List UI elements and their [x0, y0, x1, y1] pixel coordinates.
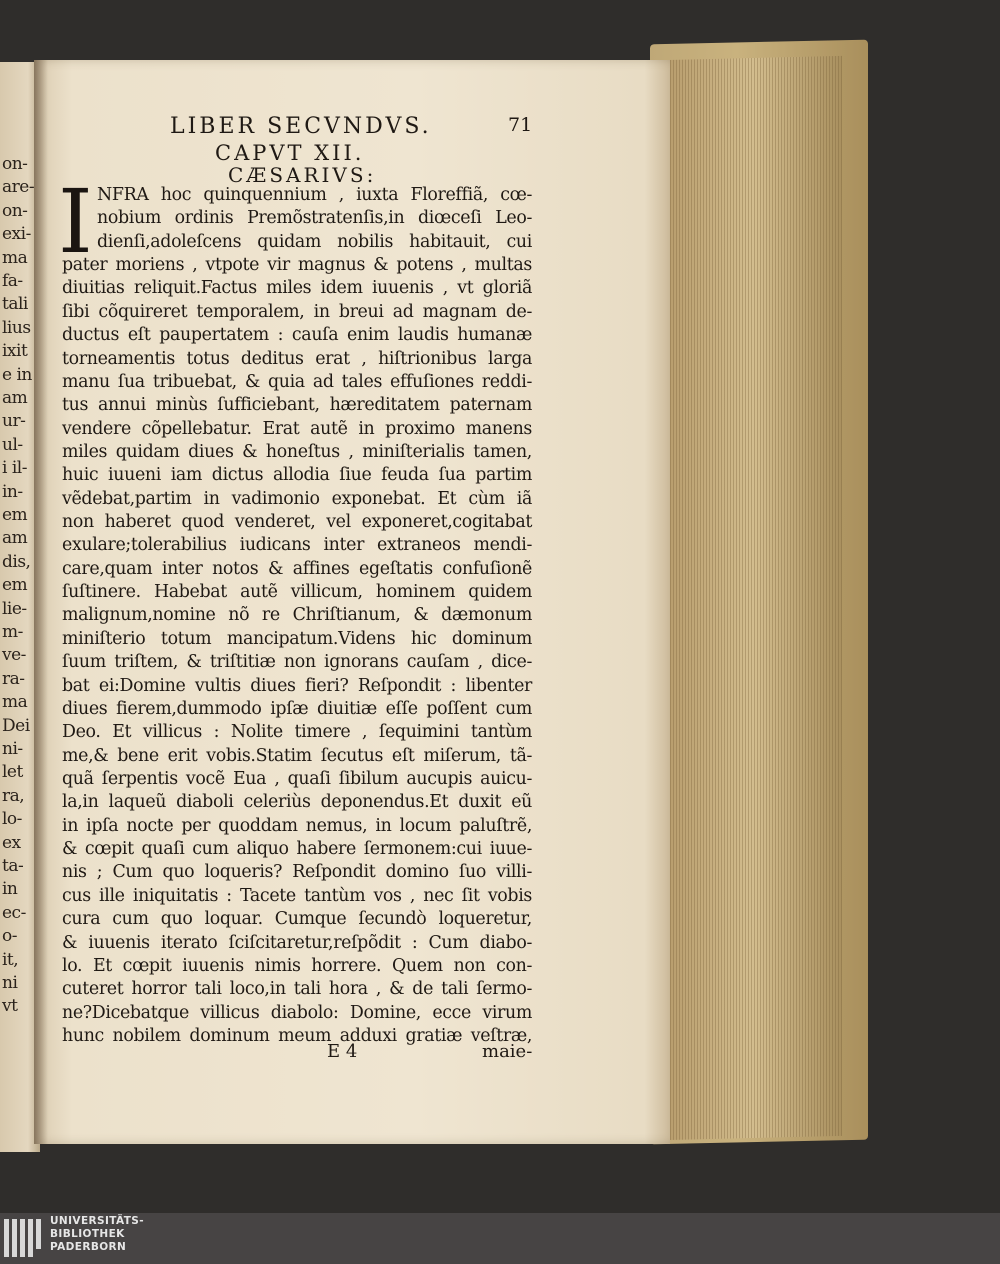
gutter-shadow [34, 60, 48, 1144]
text-line: malignum,nomine nõ re Chriſtianum, & dæmonum [62, 605, 532, 626]
left-page-fragment: ni [2, 973, 18, 993]
running-head: LIBER SECVNDVS. [170, 114, 432, 139]
left-page-fragment: let [2, 762, 23, 783]
text-line: cura cum quo loquar. Cumque ſecundò loqueretur, [62, 909, 532, 930]
text-line: bat ei:Domine vultis diues fieri? Reſpondit : libenter [62, 675, 532, 696]
text-line: nobium ordinis Premõstratenſis,in diœceſi Leo- [97, 208, 532, 229]
left-page-fragment: fa- [2, 271, 23, 291]
drop-cap: I [58, 170, 93, 273]
left-page-fragment: ma [2, 692, 28, 713]
left-page-fragment: ni- [2, 739, 23, 759]
library-name-line-3: PADERBORN [50, 1241, 127, 1253]
text-line: diues fierem,dummodo ipſæ diuitiæ eſſe poſſent cum [62, 698, 532, 719]
text-line: NFRA hoc quinquennium , iuxta Floreffiã, cœ- [97, 185, 532, 205]
text-line: diuitias reliquit.Factus miles idem iuuenis , vt gloriã [62, 278, 532, 299]
chapter-heading: CAPVT XII. [215, 141, 365, 165]
text-line: dienſi,adoleſcens quidam nobilis habitauit, cui [97, 231, 532, 252]
left-page-fragment: i il- [2, 458, 27, 479]
text-line: ductus eſt paupertatem : cauſa enim laudis humanæ [62, 325, 532, 346]
text-line: lo. Et cœpit iuuenis nimis horrere. Quem non con- [62, 955, 532, 976]
left-page-fragment: m- [2, 622, 23, 642]
left-page-fragment: in- [2, 481, 23, 502]
body-text [62, 184, 532, 1048]
left-page-fragment: ve- [2, 645, 26, 666]
page-fore-edge [664, 56, 842, 1140]
left-page-fragment: lius [2, 317, 31, 338]
text-line: & iuuenis iterato ſciſcitaretur,reſpõdit : Cum diabo- [62, 932, 532, 953]
text-line: la,in laqueũ diaboli celeriùs deponendus.Et duxit eũ [62, 792, 532, 813]
text-line: huic iuueni iam dictus allodia ſiue feuda ſua partim [62, 465, 532, 486]
left-page-fragment: dis, [2, 551, 31, 572]
text-line: manu ſua tribuebat, & quia ad tales effuſiones reddi- [62, 371, 532, 392]
library-name-line-1: UNIVERSITÄTS- [50, 1215, 145, 1227]
text-line: exulare;tolerabilius iudicans inter extraneos mendi- [62, 535, 532, 556]
text-line: miniſterio totum mancipatum.Videns hic dominum [62, 628, 532, 649]
left-page-fragment: lo- [2, 809, 22, 830]
text-line: non haberet quod venderet, vel exponeret,cogitabat [62, 512, 532, 533]
text-line: ſibi cõquireret temporalem, in breui ad magnam de- [62, 301, 532, 322]
left-page-fragment: on- [2, 154, 28, 174]
left-page-fragment: am [2, 528, 28, 549]
left-page-fragment: e in [2, 364, 32, 385]
signature-mark: E 4 [327, 1041, 358, 1062]
author-heading: CÆSARIVS: [228, 163, 377, 187]
library-logo-icon [4, 1219, 44, 1257]
left-page-fragment: em [2, 505, 28, 525]
left-page-fragment: lie- [2, 598, 27, 619]
left-page-fragment: ul- [2, 434, 23, 455]
left-page-fragment: ec- [2, 902, 26, 923]
text-line: torneamentis totus deditus erat , hiſtrionibus larga [62, 348, 532, 369]
left-page-fragment: on- [2, 200, 28, 221]
left-page-fragment: Dei [2, 715, 30, 736]
text-line: ſuum triſtem, & triſtitiæ non ignorans cauſam , dice- [62, 652, 532, 673]
left-page-fragment: are- [2, 177, 35, 198]
library-name-line-2: BIBLIOTHEK [50, 1228, 125, 1240]
catchword: maie- [482, 1041, 533, 1062]
text-line: quã ſerpentis vocẽ Eua , quaſi ſibilum aucupis auicu- [62, 768, 532, 789]
text-line: care,quam inter notos & affines egeſtatis confuſionẽ [62, 558, 532, 579]
text-line: in ipſa nocte per quoddam nemus, in locum paluſtrẽ, [62, 815, 532, 836]
left-page-fragment: ra- [2, 668, 25, 689]
library-name [50, 1215, 144, 1254]
text-line: cuteret horror tali loco,in tali hora , & de tali ſermo- [62, 979, 532, 1000]
text-line: miles quidam diues & honeſtus , miniſterialis tamen, [62, 441, 532, 462]
text-line: pater moriens , vtpote vir magnus & potens , multas [62, 255, 532, 276]
left-page-fragment: am [2, 388, 28, 408]
left-page-fragment: ur- [2, 411, 26, 432]
left-page-fragment: tali [2, 294, 28, 315]
library-footer [0, 1213, 1000, 1264]
text-line: cus ille iniquitatis : Tacete tantùm vos , nec ſit vobis [62, 885, 532, 906]
text-line: vẽdebat,partim in vadimonio exponebat. Et cùm iã [62, 488, 532, 509]
left-page-fragment: in [2, 879, 18, 900]
text-line: tus annui minùs ſufficiebant, hæreditatem paternam [62, 395, 532, 416]
text-line: vendere cõpellebatur. Erat autẽ in proximo manens [62, 418, 532, 439]
left-page-fragment: ma [2, 247, 28, 268]
text-line: ſuſtinere. Habebat autẽ villicum, hominem quidem [62, 582, 532, 603]
left-page-fragment: em [2, 575, 28, 596]
text-line: ne?Dicebatque villicus diabolo: Domine, ecce virum [62, 1002, 532, 1023]
left-page-fragment: ex [2, 832, 21, 853]
text-line: me,& bene erit vobis.Statim ſecutus eſt miſerum, tã- [62, 745, 532, 766]
left-page-fragment: exi- [2, 224, 31, 245]
left-page-fragment: vt [2, 996, 18, 1017]
text-line: nis ; Cum quo loqueris? Reſpondit domino ſuo villi- [62, 862, 532, 883]
left-page-fragment: o- [2, 926, 17, 947]
text-line: Deo. Et villicus : Nolite timere , ſequimini tantùm [62, 722, 532, 743]
text-line: hunc nobilem dominum meum adduxi gratiæ veſtræ, [62, 1025, 532, 1046]
left-page-fragment: ixit [2, 341, 28, 362]
left-page-fragment: ra, [2, 785, 25, 806]
left-page-fragment: ta- [2, 856, 24, 876]
text-line: & cœpit quaſi cum aliquo habere ſermonem:cui iuue- [62, 839, 532, 860]
page-number: 71 [508, 114, 533, 136]
left-page-fragment: it, [2, 949, 19, 970]
